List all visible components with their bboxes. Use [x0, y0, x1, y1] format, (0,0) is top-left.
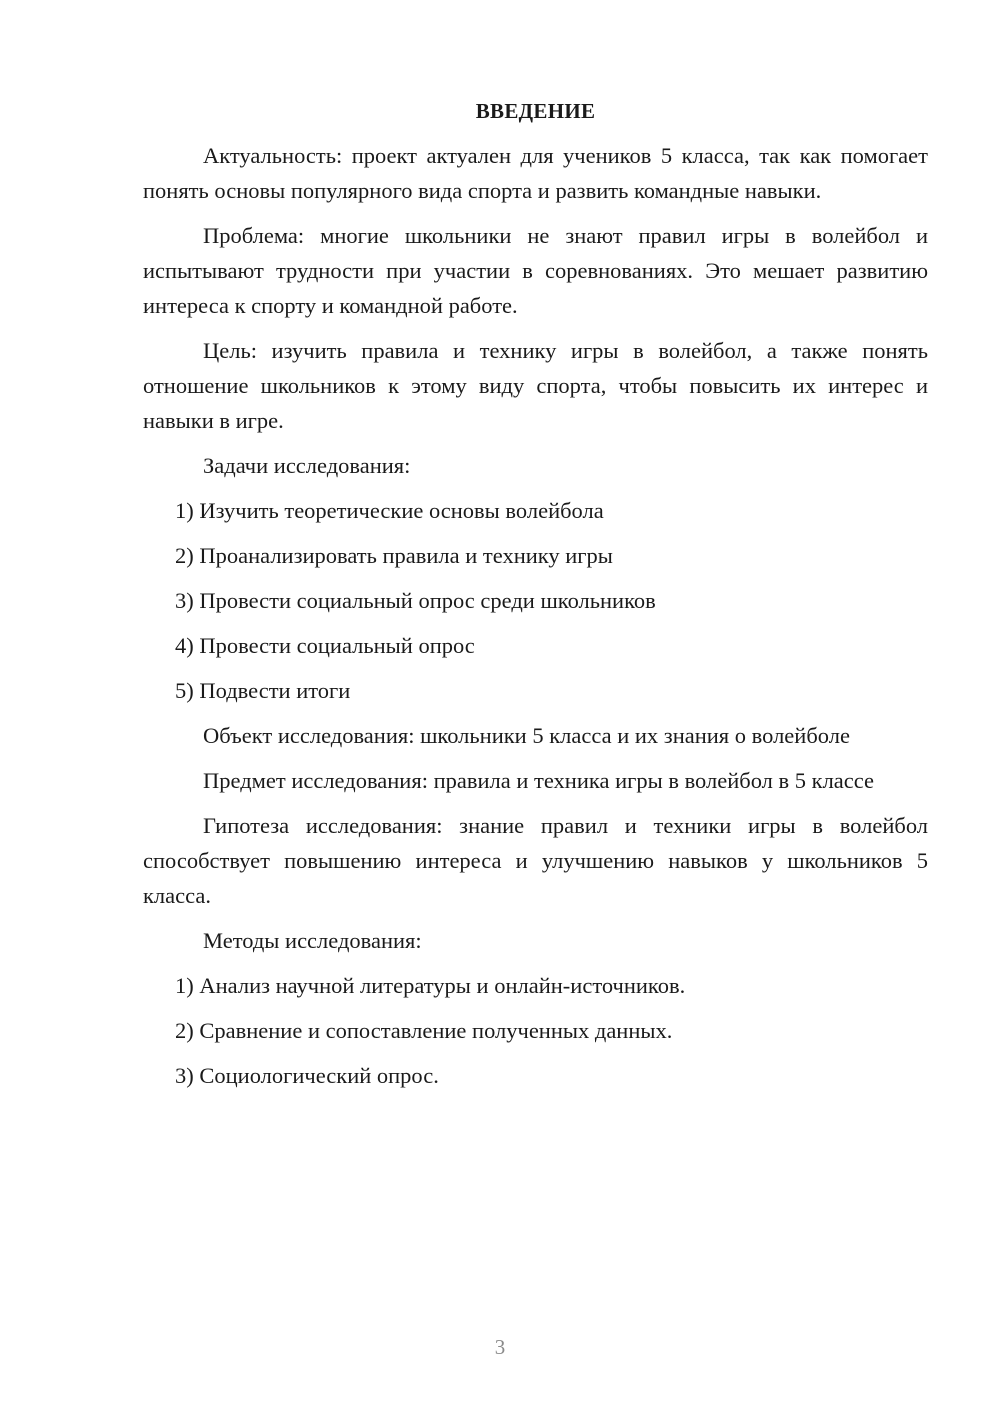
task-item: 4) Провести социальный опрос: [175, 633, 475, 658]
subject-paragraph: Предмет исследования: правила и техника игры в волейбол в 5 классе: [203, 768, 875, 793]
page-content: [143, 94, 928, 1093]
task-item: 3) Провести социальный опрос среди школьников: [175, 588, 656, 613]
tasks-title: Задачи исследования:: [203, 453, 411, 478]
task-item: 1) Изучить теоретические основы волейбола: [175, 498, 604, 523]
method-item: 1) Анализ научной литературы и онлайн-источников.: [175, 973, 686, 998]
method-item: 2) Сравнение и сопоставление полученных данных.: [175, 1018, 673, 1043]
section-heading: ВВЕДЕНИЕ: [475, 99, 596, 123]
methods-title: Методы исследования:: [203, 928, 422, 953]
page-number: 3: [494, 1335, 506, 1359]
method-item: 3) Социологический опрос.: [175, 1063, 439, 1088]
goal-paragraph: Цель: изучить правила и технику игры в волейбол, а также понять отношение школьников к этому виду спорта, чтобы повысить их интерес и навыки в игре.: [143, 338, 928, 433]
task-item: 5) Подвести итоги: [175, 678, 351, 703]
problem-paragraph: Проблема: многие школьники не знают правил игры в волейбол и испытывают трудности при участии в соревнованиях. Это мешает развитию интереса к спорту и командной работе.: [143, 223, 928, 318]
hypothesis-paragraph: Гипотеза исследования: знание правил и техники игры в волейбол способствует повышению интереса и улучшению навыков у школьников 5 класса.: [143, 813, 928, 908]
task-item: 2) Проанализировать правила и технику игры: [175, 543, 613, 568]
relevance-paragraph: Актуальность: проект актуален для учеников 5 класса, так как помогает понять основы популярного вида спорта и развить командные навыки.: [143, 143, 928, 203]
object-paragraph: Объект исследования: школьники 5 класса и их знания о волейболе: [203, 723, 850, 748]
